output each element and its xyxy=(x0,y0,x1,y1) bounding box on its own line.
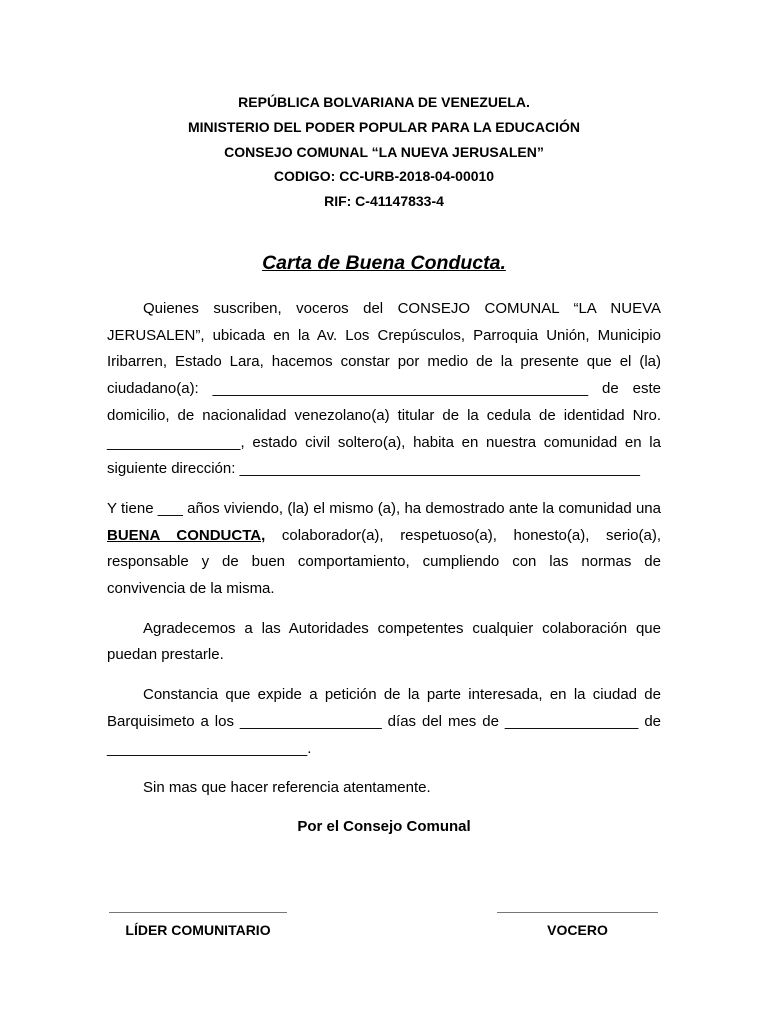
letter-title: Carta de Buena Conducta. xyxy=(262,252,506,274)
conduct-text-after: colaborador(a), respetuoso(a), honesto(a), serio(a), responsable y de buen comportamiento, cumpliendo con las normas de convivencia de la misma. xyxy=(107,526,661,598)
letter-header xyxy=(107,90,661,214)
header-council: CONSEJO COMUNAL “LA NUEVA JERUSALEN” xyxy=(224,143,544,160)
letter-page xyxy=(107,0,661,1024)
signature-line-right xyxy=(497,912,658,913)
closing-line: Por el Consejo Comunal xyxy=(297,818,471,835)
paragraph-thanks: Agradecemos a las Autoridades competentes cualquier colaboración que puedan prestarle. xyxy=(107,619,661,664)
header-republic: REPÚBLICA BOLVARIANA DE VENEZUELA. xyxy=(238,94,530,110)
conduct-text-before: Y tiene ___ años viviendo, (la) el mismo (a), ha demostrado ante la comunidad una xyxy=(107,499,661,517)
paragraph-conduct xyxy=(107,496,661,603)
paragraph-intro: Quienes suscriben, voceros del CONSEJO COMUNAL “LA NUEVA JERUSALEN”, ubicada en la Av. Los Crepúsculos, Parroquia Unión, Municipio Iribarren, Estado Lara, hacemos constar por medio de la presente que el (la) ciudadano(a): _____________________________________________ de este domicilio, de nacionalidad venezolano(a) titular de la cedula de identidad Nro. ________________, estado civil soltero(a), habita en nuestra comunidad en la siguiente dirección: ________________________________________________ xyxy=(107,300,661,478)
header-code: CODIGO: CC-URB-2018-04-00010 xyxy=(273,168,495,185)
signature-label-vocero: VOCERO xyxy=(547,922,608,938)
signature-line-left xyxy=(109,912,287,913)
paragraph-farewell: Sin mas que hacer referencia atentamente. xyxy=(143,779,431,797)
header-rif: RIF: C-41147833-4 xyxy=(324,193,444,210)
letter-body xyxy=(107,296,661,815)
conduct-emphasis: BUENA CONDUCTA, xyxy=(107,526,266,544)
paragraph-constancy: Constancia que expide a petición de la parte interesada, en la ciudad de Barquisimeto a los _________________ días del mes de ________________ de ________________________. xyxy=(107,686,661,757)
header-ministry: MINISTERIO DEL PODER POPULAR PARA LA EDUCACIÓN xyxy=(187,118,581,135)
signature-label-leader: LÍDER COMUNITARIO xyxy=(125,922,271,938)
